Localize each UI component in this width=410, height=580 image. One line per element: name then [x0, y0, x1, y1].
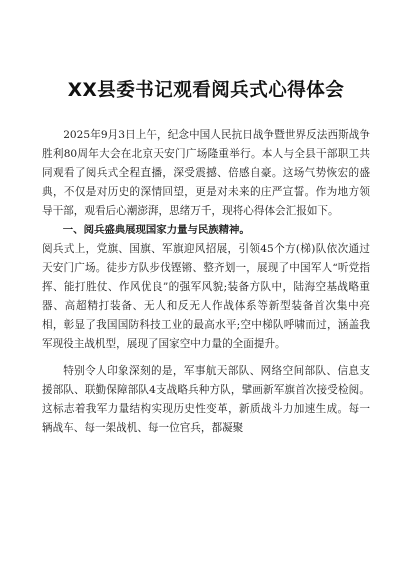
intro-paragraph: 2025年9月3日上午，纪念中国人民抗日战争暨世界反法西斯战争胜利80周年大会在北京天安门广场隆重举行。本人与全县干部职工共同观看了阅兵式全程直播，深受震撼、倍感自豪。这场气势恢宏的盛典，不仅是对历史的深情回望，更是对未来的庄严宣誓。作为地方领导干部，观看后心潮澎湃，思绪万千，现将心得体会汇报如下。 — [42, 129, 370, 217]
paragraph-spacer — [42, 354, 370, 362]
section-1-paragraph-1: 阅兵式上，党旗、国旗、军旗迎风招展，引领45个方(梯)队依次通过天安门广场。徒步方队步伐铿锵、整齐划一，展现了中国军人“听党指挥、能打胜仗、作风优良”的强军风貌;装备方队中，陆海空基战略重器、高超精打装备、无人和反无人作战体系等新型装备首次集中亮相，彰显了我国国防科技工业的最高水平;空中梯队呼啸而过，涵盖我军现役主战机型，展现了国家空中力量的全面提升。 — [42, 243, 370, 350]
section-heading-1: 一、阅兵盛典展现国家力量与民族精神。 — [62, 224, 250, 236]
section-1-paragraph-2: 特别令人印象深刻的是，军事航天部队、网络空间部队、信息支援部队、联勤保障部队4支战略兵种方队，擘画新军旗首次接受检阅。这标志着我军力量结构实现历史性变革，新质战斗力加速生成。每一辆战车、每一架战机、每一位官兵，都凝聚 — [42, 365, 370, 434]
document-title: XX县委书记观看阅兵式心得体会 — [67, 80, 345, 101]
document-body — [42, 126, 370, 438]
